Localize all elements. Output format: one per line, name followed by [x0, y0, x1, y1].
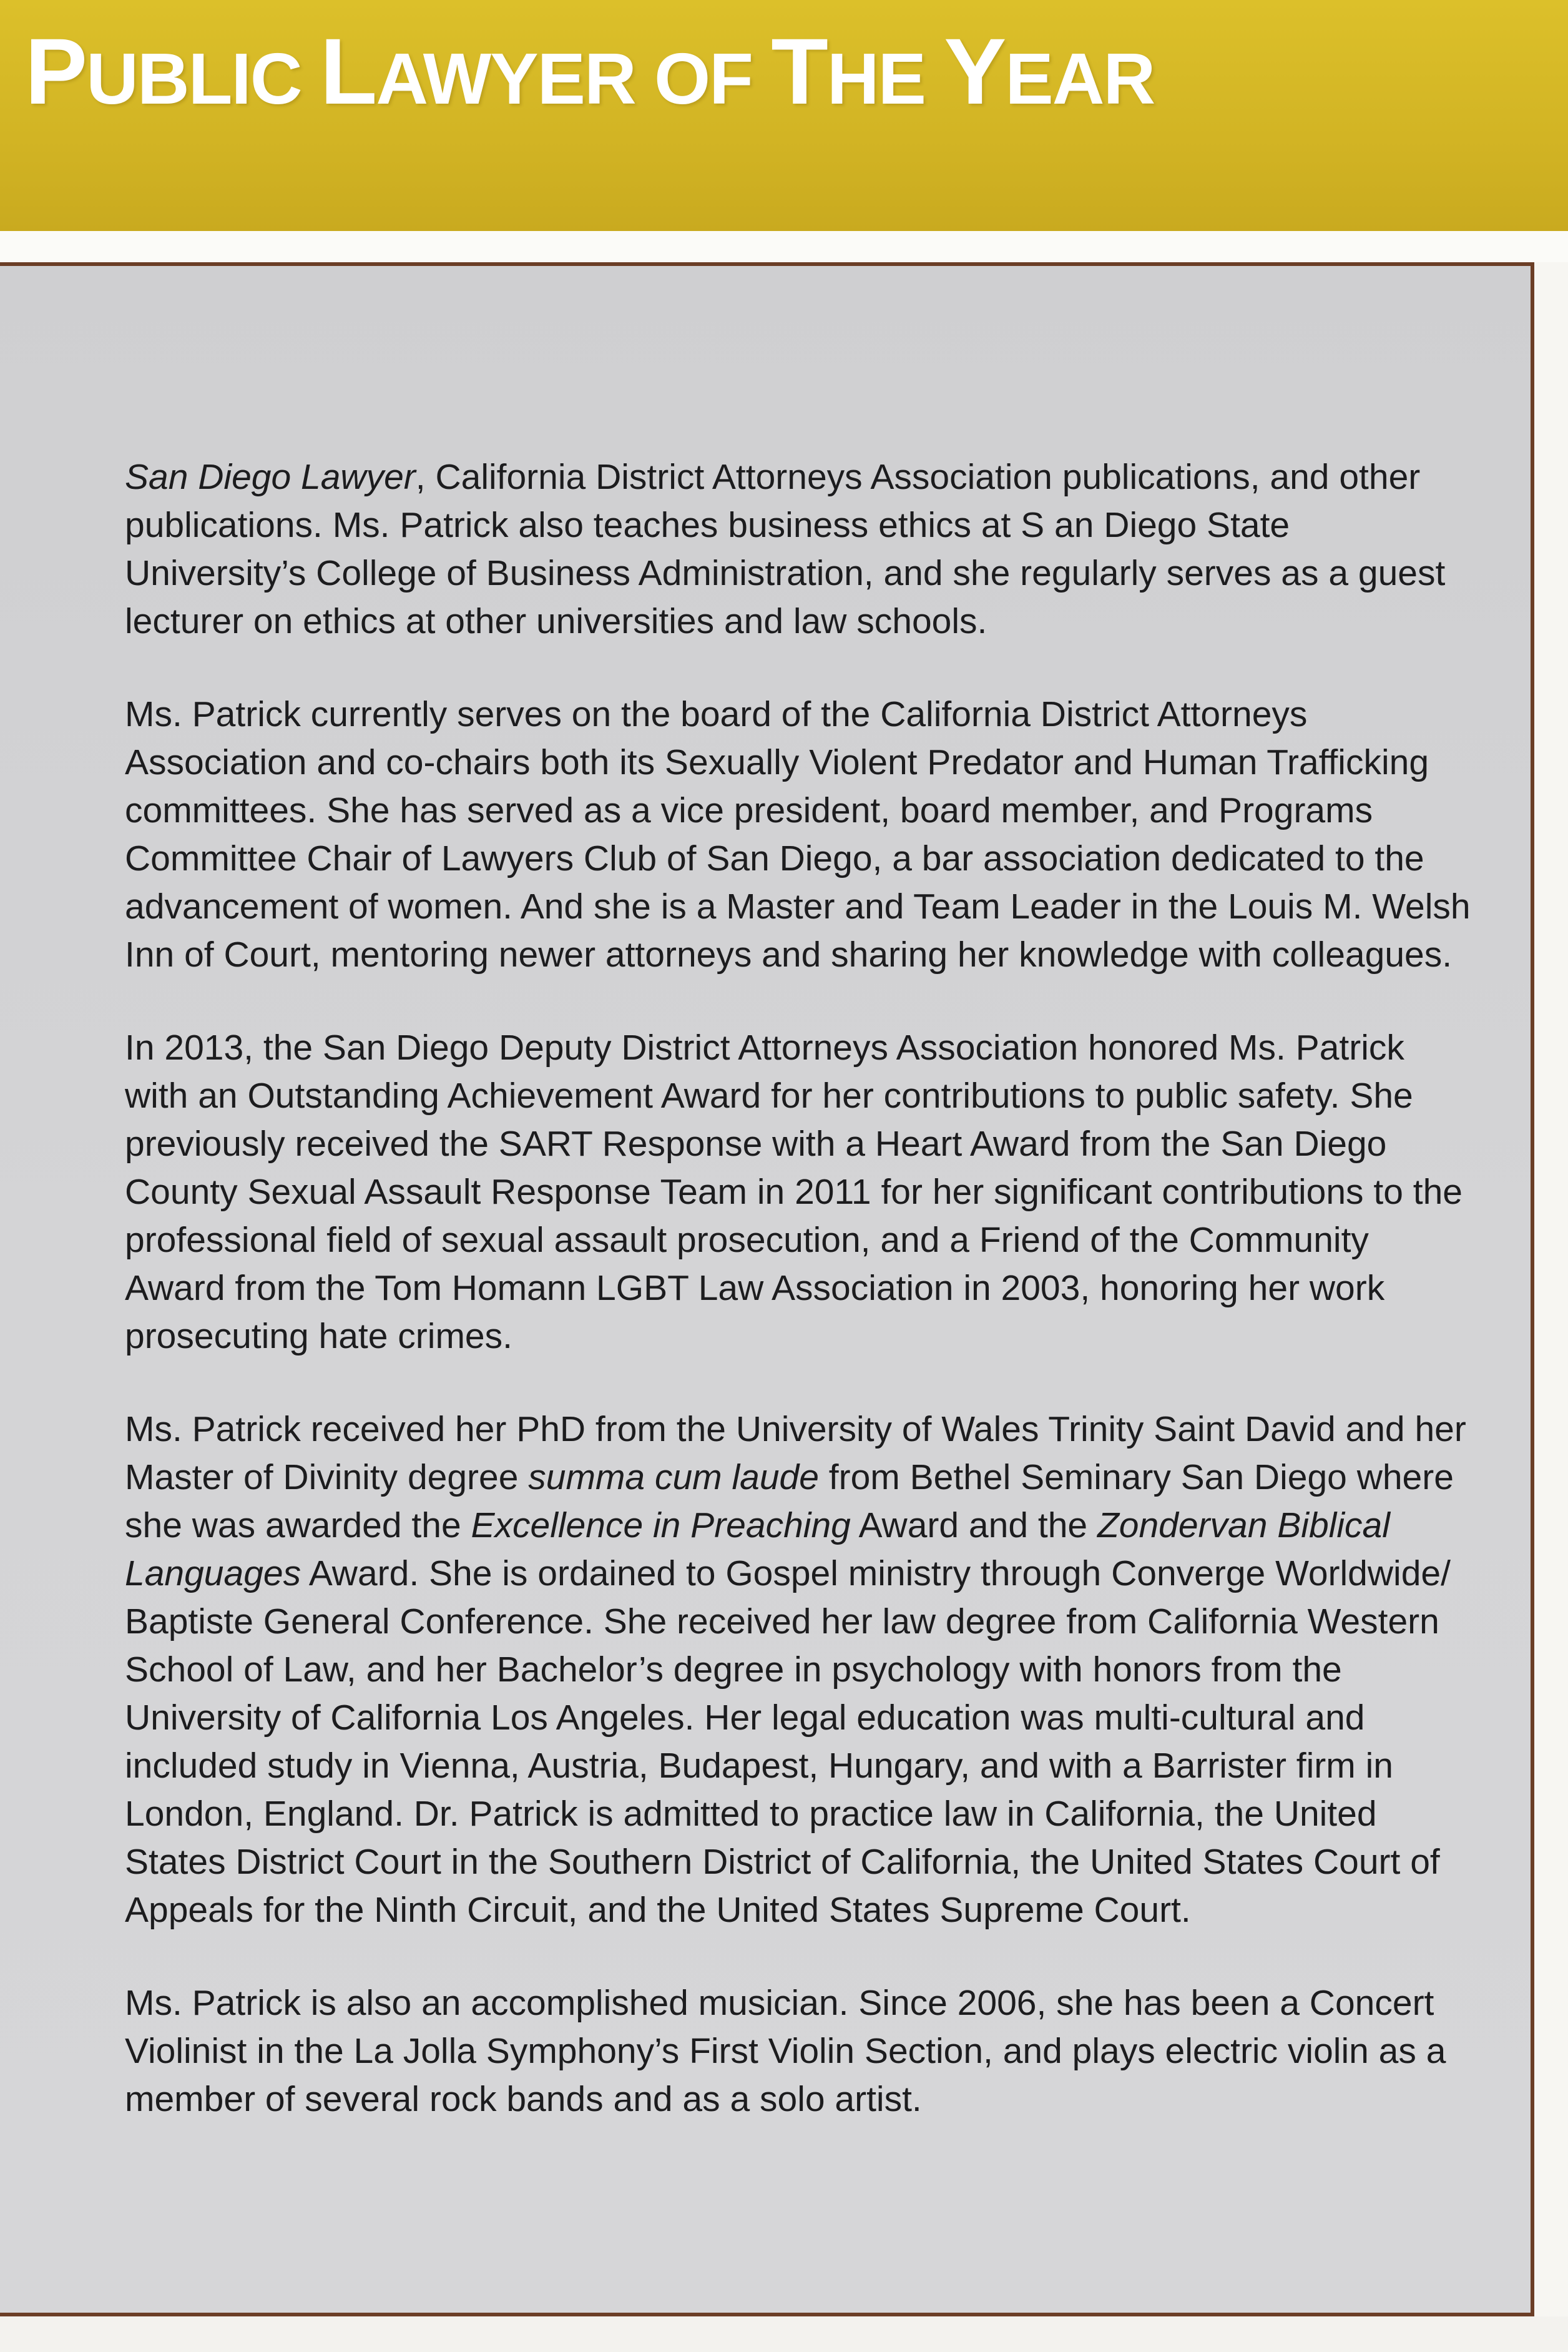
paragraph-education: Ms. Patrick received her PhD from the University of Wales Trinity Saint David and her Master of Divinity degree summa cum laude from Bethel Seminary San Diego where she was awarded the Excellence in Preaching Award and the Zondervan Biblical Languages Award. She is ordained to Gospel ministry through Converge Worldwide/ Baptiste General Conference. She received her law degree from California Western School of Law, and her Bachelor’s degree in psychology with honors from the University of California Los Angeles. Her legal education was multi-cultural and included study in Vienna, Austria, Budapest, Hungary, and with a Barrister firm in London, England. Dr. Patrick is admitted to practice law in California, the United States District Court in the Southern District of California, the United States Court of Appeals for the Ninth Circuit, and the United States Supreme Court. — [125, 1409, 1466, 1930]
article-body — [125, 453, 1473, 2168]
content-panel — [0, 262, 1534, 2316]
banner-divider — [0, 231, 1568, 262]
page-bottom-margin — [0, 2316, 1568, 2352]
paragraph-music: Ms. Patrick is also an accomplished musician. Since 2006, she has been a Concert Violinist in the La Jolla Symphony’s First Violin Section, and plays electric violin as a member of several rock bands and as a solo artist. — [125, 1983, 1446, 2119]
page-title: PUBLIC LAWYER OF THE YEAR — [25, 19, 1155, 124]
paragraph-boards: Ms. Patrick currently serves on the board of the California District Attorneys Association and co-chairs both its Sexually Violent Predator and Human Trafficking committees. She has served as a vice president, board member, and Programs Committee Chair of Lawyers Club of San Diego, a bar association dedicated to the advancement of women. And she is a Master and Team Leader in the Louis M. Welsh Inn of Court, mentoring newer attorneys and sharing her knowledge with colleagues. — [125, 694, 1471, 975]
paragraph-awards: In 2013, the San Diego Deputy District Attorneys Association honored Ms. Patrick with an Outstanding Achievement Award for her contributions to public safety. She previously received the SART Response with a Heart Award from the San Diego County Sexual Assault Response Team in 2011 for her significant contributions to the professional field of sexual assault prosecution, and a Friend of the Community Award from the Tom Homann LGBT Law Association in 2003, honoring her work prosecuting hate crimes. — [125, 1028, 1463, 1356]
title-banner — [0, 0, 1568, 231]
paragraph-publications: San Diego Lawyer, California District Attorneys Association publications, and other publications. Ms. Patrick also teaches business ethics at S an Diego State University’s College of Business Administration, and she regularly serves as a guest lecturer on ethics at other universities and law schools. — [125, 457, 1446, 641]
